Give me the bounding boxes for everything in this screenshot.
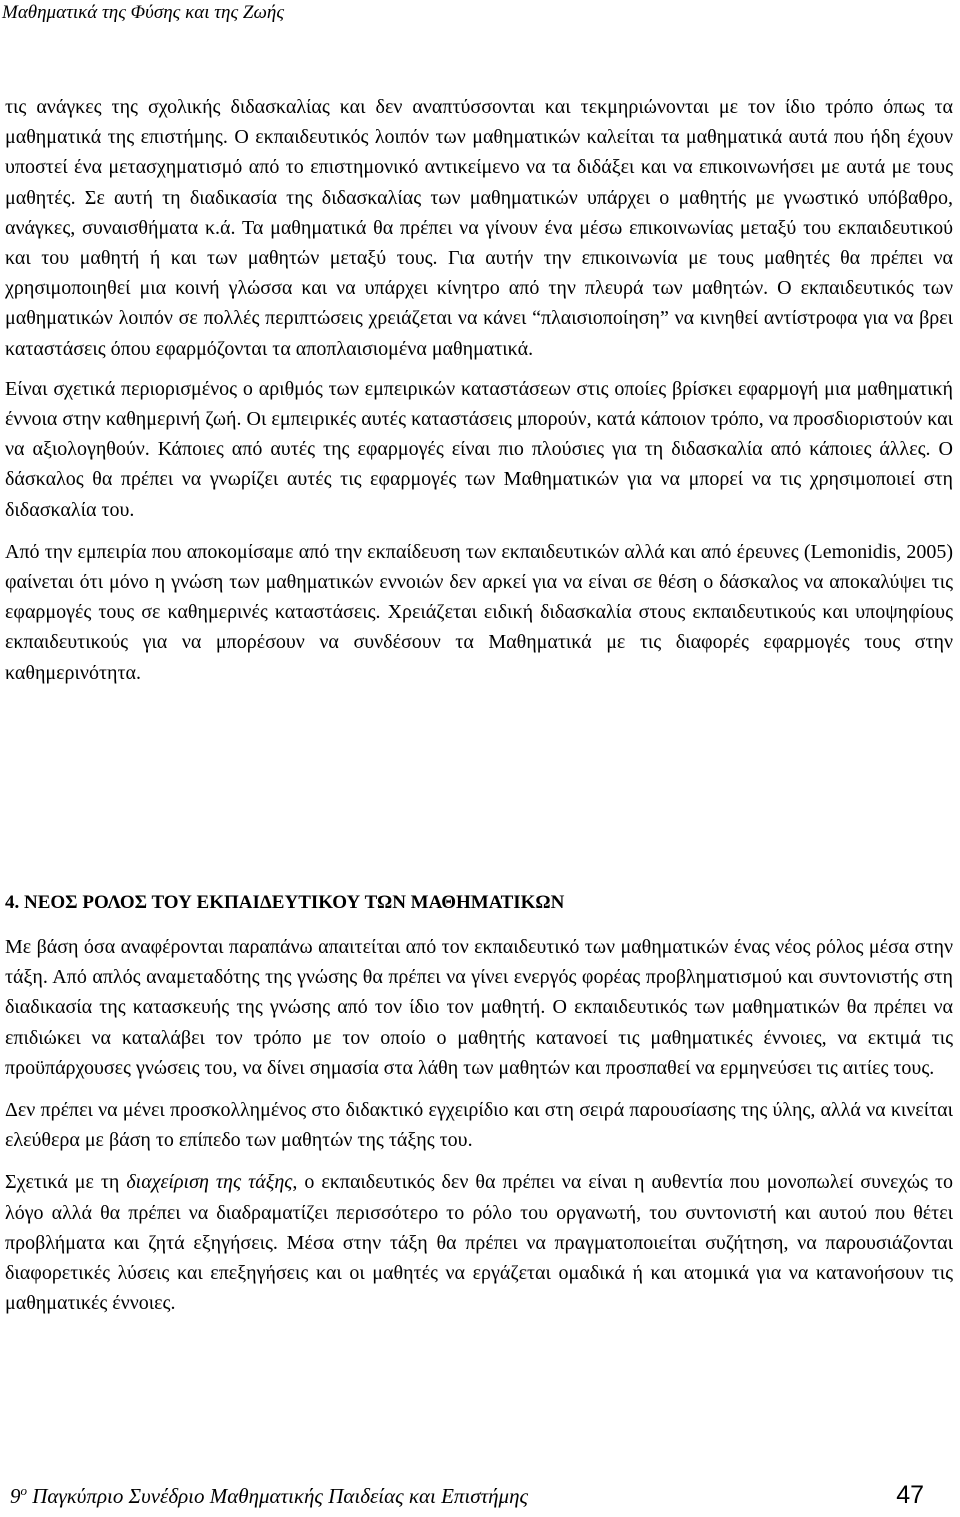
paragraph: Είναι σχετικά περιορισμένος ο αριθμός των εμπειρικών καταστάσεων στις οποίες βρίσκει εφαρμογή μια μαθηματική έννοια στην καθημερινή ζωή. Οι εμπειρικές αυτές καταστάσεις μπορούν, κατά κάποιον τρόπο, να προσδιοριστούν και να αξιολογηθούν. Κάποιες από αυτές της εφαρμογές είναι πιο πλούσιες για τη διδασκαλία από κάποιες άλλες. Ο δάσκαλος θα πρέπει να γνωρίζει αυτές τις εφαρμογές των Μαθηματικών για να μπορεί να τις χρησιμοποιεί στη διδασκαλία του. (5, 377, 953, 521)
page-number: 47 (896, 1481, 924, 1509)
emphasized-term: διαχείριση της τάξης (126, 1171, 293, 1194)
body-section-1 (5, 92, 953, 700)
paragraph-text: , ο εκπαιδευτικός δεν θα πρέπει να είναι η αυθεντία που μονοπωλεί συνεχώς το λόγο αλλά θα πρέπει να διαδραματίζει περισσότερο το ρόλο του οργανωτή, του συντονιστή και αυτού που θέτει προβλήματα και ζητά εξηγήσεις. Μέσα στην τάξη θα πρέπει να πραγματοποιείται συζήτηση, να παρουσιάζονται διαφορετικές λύσεις και επεξηγήσεις και οι μαθητές να εργάζεται ομαδικά ή και ατομικά για να κατανοήσουν τις μαθηματικές έννοιες. (5, 1171, 953, 1315)
paragraph-text: Σχετικά με τη (5, 1171, 127, 1194)
body-section-2 (5, 932, 953, 1330)
footer-ordinal: ο (20, 1483, 27, 1498)
paragraph: Δεν πρέπει να μένει προσκολλημένος στο διδακτικό εγχειρίδιο και στη σειρά παρουσίασης της ύλης, αλλά να κινείται ελεύθερα με βάση το επίπεδο των μαθητών της τάξης του. (5, 1099, 953, 1152)
running-header: Μαθηματικά της Φύσης και της Ζωής (2, 2, 285, 23)
paragraph: Με βάση όσα αναφέρονται παραπάνω απαιτείται από τον εκπαιδευτικό των μαθηματικών ένας νέος ρόλος μέσα στην τάξη. Από απλός αναμεταδότης της γνώσης θα πρέπει να γίνει ενεργός φορέας προβληματισμού και συντονιστής στη διαδικασία της κατασκευής της γνώσης από τον ίδιο τον μαθητή. Ο εκπαιδευτικός των μαθηματικών θα πρέπει να επιδιώκει να καταλάβει τον τρόπο με τον οποίο ο μαθητής κατανοεί τις μαθηματικές έννοιες, να εκτιμά τις προϋπάρχουσες γνώσεις του, να δίνει σημασία στα λάθη των μαθητών και προσπαθεί να ερμηνεύσει τις αιτίες τους. (5, 936, 953, 1079)
footer-number: 9 (10, 1484, 21, 1508)
paragraph: τις ανάγκες της σχολικής διδασκαλίας και δεν αναπτύσσονται και τεκμηριώνονται με τον ίδιο τρόπο όπως τα μαθηματικά της επιστήμης. Ο εκπαιδευτικός λοιπόν των μαθηματικών καλείται τα μαθηματικά αυτά που ήδη έχουν υποστεί ένα μετασχηματισμό από το επιστημονικό αντικείμενο να τα διδάξει και να επικοινωνήσει με αυτά με τους μαθητές. Σε αυτή τη διαδικασία της διδασκαλίας των μαθηματικών υπάρχει ο μαθητής με γνωστικό υπόβαθρο, ανάγκες, συναισθήματα κ.ά. Τα μαθηματικά θα πρέπει να γίνουν ένα μέσω επικοινωνίας μεταξύ του εκπαιδευτικού και του μαθητή ή και των μαθητών μεταξύ τους. Για αυτήν την επικοινωνία με τους μαθητές θα πρέπει να χρησιμοποιηθεί μια κοινή γλώσσα και να υπάρχει κίνητρο από την πλευρά των μαθητών. Ο εκπαιδευτικός των μαθηματικών λοιπόν σε πολλές περιπτώσεις χρειάζεται να κάνει “πλαισιοποίηση” να κινηθεί αντίστροφα για να βρει καταστάσεις όπου εφαρμόζονται τα αποπλαισιομένα μαθηματικά. (5, 96, 953, 360)
section-heading: 4. ΝΕΟΣ ΡΟΛΟΣ ΤΟΥ ΕΚΠΑΙΔΕΥΤΙΚΟΥ ΤΩΝ ΜΑΘΗΜΑΤΙΚΩΝ (5, 892, 565, 913)
paragraph (5, 1167, 953, 1318)
footer-title: Παγκύπριο Συνέδριο Μαθηματικής Παιδείας και Επιστήμης (27, 1484, 529, 1508)
paragraph: Από την εμπειρία που αποκομίσαμε από την εκπαίδευση των εκπαιδευτικών αλλά και από έρευνες (Lemonidis, 2005) φαίνεται ότι μόνο η γνώση των μαθηματικών εννοιών δεν αρκεί για να είναι σε θέση ο δάσκαλος να αποκαλύψει τις εφαρμογές τους σε καθημερινές καταστάσεις. Χρειάζεται ειδική διδασκαλία στους εκπαιδευτικούς και υποψηφίους εκπαιδευτικούς για να μπορέσουν να συνδέσουν τα Μαθηματικά με τις διαφορές εφαρμογές τους στην καθημερινότητα. (5, 540, 953, 684)
footer-conference-title (10, 1484, 930, 1509)
